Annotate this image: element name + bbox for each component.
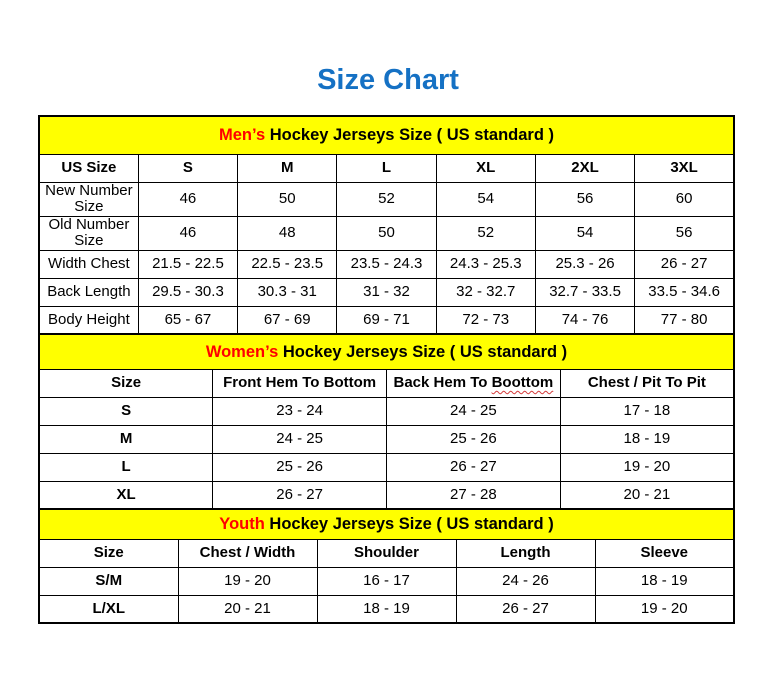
row-label-cell: New Number Size (39, 182, 138, 216)
value-cell: 77 - 80 (635, 306, 734, 334)
table-row (39, 425, 734, 453)
column-header-cell: 2XL (535, 154, 634, 182)
row-label-cell: Body Height (39, 306, 138, 334)
misspelled-word-squiggle: Boottom (491, 373, 554, 391)
column-header-cell: 3XL (635, 154, 734, 182)
column-header-cell: Front Hem To Bottom (213, 369, 387, 397)
row-label-cell: Back Length (39, 278, 138, 306)
youth-band-text: Hockey Jerseys Size ( US standard ) (269, 515, 554, 534)
womens-band-text: Hockey Jerseys Size ( US standard ) (282, 342, 568, 361)
value-cell: 52 (436, 216, 535, 250)
value-cell: 25.3 - 26 (535, 250, 634, 278)
column-header-cell: Chest / Width (178, 539, 317, 567)
value-cell: 21.5 - 22.5 (138, 250, 237, 278)
value-cell: 60 (635, 182, 734, 216)
value-cell: 16 - 17 (317, 567, 456, 595)
table-row (39, 567, 734, 595)
value-cell: 33.5 - 34.6 (635, 278, 734, 306)
mens-header-row (39, 154, 734, 182)
row-label-cell: S/M (39, 567, 178, 595)
value-cell: 46 (138, 182, 237, 216)
value-cell: 50 (337, 216, 436, 250)
youth-size-table (38, 508, 735, 624)
table-row (39, 397, 734, 425)
column-header-cell: XL (436, 154, 535, 182)
column-header-cell (387, 369, 561, 397)
mens-size-table (38, 115, 735, 335)
column-header-cell: US Size (39, 154, 138, 182)
value-cell: 50 (238, 182, 337, 216)
table-row (39, 216, 734, 250)
column-header-cell: Size (39, 539, 178, 567)
value-cell: 24 - 25 (387, 397, 561, 425)
value-cell: 56 (635, 216, 734, 250)
value-cell: 20 - 21 (560, 481, 734, 509)
value-cell: 19 - 20 (178, 567, 317, 595)
value-cell: 17 - 18 (560, 397, 734, 425)
column-header-cell: M (238, 154, 337, 182)
value-cell: 18 - 19 (595, 567, 734, 595)
youth-section-band (39, 509, 734, 539)
value-cell: 65 - 67 (138, 306, 237, 334)
value-cell: 18 - 19 (317, 595, 456, 623)
value-cell: 25 - 26 (213, 453, 387, 481)
mens-section-band (39, 116, 734, 154)
page-title: Size Chart (317, 64, 459, 96)
table-row (39, 250, 734, 278)
row-label-cell: XL (39, 481, 213, 509)
youth-band-accent: Youth (219, 515, 265, 534)
row-label-cell: Width Chest (39, 250, 138, 278)
table-row (39, 278, 734, 306)
value-cell: 24 - 25 (213, 425, 387, 453)
value-cell: 67 - 69 (238, 306, 337, 334)
table-row (39, 481, 734, 509)
womens-header-row (39, 369, 734, 397)
row-label-cell: L (39, 453, 213, 481)
value-cell: 19 - 20 (595, 595, 734, 623)
value-cell: 29.5 - 30.3 (138, 278, 237, 306)
mens-band-text: Hockey Jerseys Size ( US standard ) (269, 126, 555, 145)
value-cell: 74 - 76 (535, 306, 634, 334)
value-cell: 18 - 19 (560, 425, 734, 453)
value-cell: 23 - 24 (213, 397, 387, 425)
column-header-cell: L (337, 154, 436, 182)
tables-container (38, 115, 735, 624)
value-cell: 31 - 32 (337, 278, 436, 306)
mens-band-accent: Men’s (218, 126, 266, 145)
value-cell: 24.3 - 25.3 (436, 250, 535, 278)
womens-band-accent: Women’s (205, 342, 279, 361)
youth-band-row (39, 509, 734, 539)
table-row (39, 306, 734, 334)
value-cell: 20 - 21 (178, 595, 317, 623)
value-cell: 46 (138, 216, 237, 250)
womens-size-table (38, 333, 735, 510)
table-row (39, 595, 734, 623)
womens-section-band (39, 334, 734, 369)
value-cell: 54 (436, 182, 535, 216)
womens-band-row (39, 334, 734, 369)
value-cell: 27 - 28 (387, 481, 561, 509)
value-cell: 54 (535, 216, 634, 250)
row-label-cell: L/XL (39, 595, 178, 623)
value-cell: 30.3 - 31 (238, 278, 337, 306)
row-label-cell: S (39, 397, 213, 425)
column-header-cell: S (138, 154, 237, 182)
value-cell: 26 - 27 (213, 481, 387, 509)
column-header-cell: Chest / Pit To Pit (560, 369, 734, 397)
value-cell: 19 - 20 (560, 453, 734, 481)
table-row (39, 182, 734, 216)
value-cell: 52 (337, 182, 436, 216)
youth-header-row (39, 539, 734, 567)
column-header-cell: Sleeve (595, 539, 734, 567)
column-header-cell: Length (456, 539, 595, 567)
row-label-cell: M (39, 425, 213, 453)
value-cell: 26 - 27 (635, 250, 734, 278)
value-cell: 26 - 27 (387, 453, 561, 481)
column-header-cell: Shoulder (317, 539, 456, 567)
value-cell: 24 - 26 (456, 567, 595, 595)
value-cell: 72 - 73 (436, 306, 535, 334)
column-header-text: Back Hem To (393, 373, 488, 391)
value-cell: 32 - 32.7 (436, 278, 535, 306)
value-cell: 48 (238, 216, 337, 250)
row-label-cell: Old Number Size (39, 216, 138, 250)
value-cell: 23.5 - 24.3 (337, 250, 436, 278)
value-cell: 69 - 71 (337, 306, 436, 334)
column-header-cell: Size (39, 369, 213, 397)
value-cell: 25 - 26 (387, 425, 561, 453)
mens-band-row (39, 116, 734, 154)
value-cell: 32.7 - 33.5 (535, 278, 634, 306)
value-cell: 56 (535, 182, 634, 216)
value-cell: 22.5 - 23.5 (238, 250, 337, 278)
table-row (39, 453, 734, 481)
value-cell: 26 - 27 (456, 595, 595, 623)
